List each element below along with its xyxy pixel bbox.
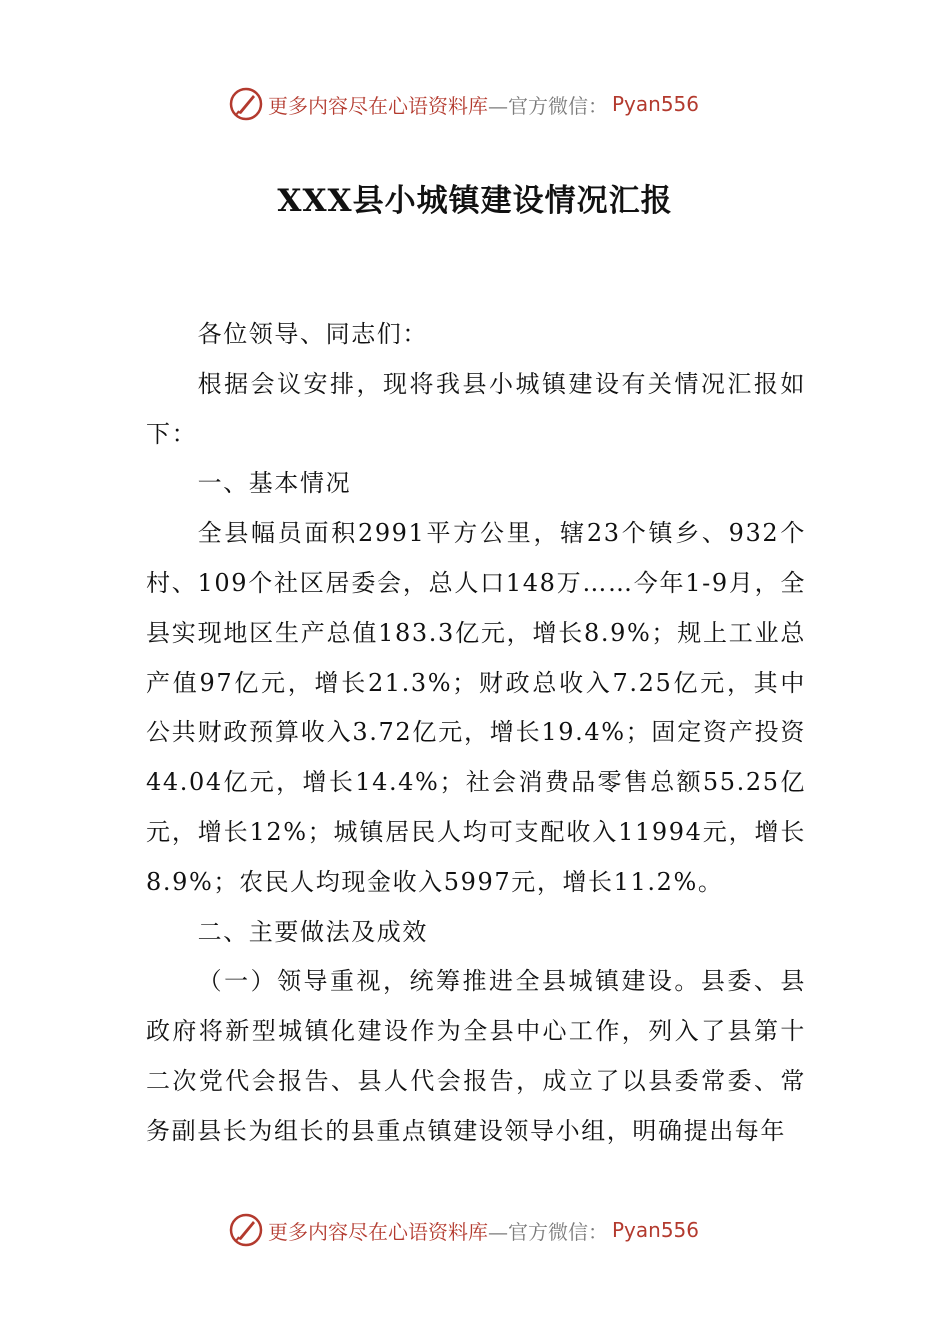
watermark-brand-text: 更多内容尽在心语资料库 xyxy=(268,93,488,118)
document-title: XXX县小城镇建设情况汇报 xyxy=(277,183,673,219)
salutation: 各位领导、同志们： xyxy=(197,320,428,348)
watermark-wechat-id: Pyan556 xyxy=(612,92,700,116)
basic-situation-paragraph: 全县幅员面积2991平方公里，辖23个镇乡、932个村、109个社区居委会，总人口148万……今年1-9月，全县实现地区生产总值183.3亿元，增长8.9%；规上工业总产值97亿元，增长21.3%；财政总收入7.25亿元，其中公共财政预算收入3.72亿元，增长19.4%；固定资产投资44.04亿元，增长14.4%；社会消费品零售总额55.25亿元，增长12%；城镇居民人均可支配收入11994元，增长8.9%；农民人均现金收入5997元，增长11.2%。 xyxy=(146,519,806,896)
watermark-wechat-label: —官方微信： xyxy=(488,93,608,118)
intro-paragraph: 根据会议安排，现将我县小城镇建设有关情况汇报如下： xyxy=(146,369,806,448)
footer-watermark xyxy=(228,1210,699,1250)
section-heading-main-practices: 二、主要做法及成效 xyxy=(197,917,428,946)
watermark-wechat-id: Pyan556 xyxy=(612,1218,700,1242)
section-heading-basic-situation: 一、基本情况 xyxy=(197,469,352,498)
watermark-brand-text: 更多内容尽在心语资料库 xyxy=(268,1219,488,1244)
document-body xyxy=(146,310,806,1157)
quill-logo-icon xyxy=(228,1212,264,1248)
watermark-wechat-label: —官方微信： xyxy=(488,1219,608,1244)
leadership-paragraph: （一）领导重视，统筹推进全县城镇建设。县委、县政府将新型城镇化建设作为全县中心工作，列入了县第十二次党代会报告、县人代会报告，成立了以县委常委、常务副县长为组长的县重点镇建设领导小组，明确提出每年 xyxy=(146,967,806,1145)
header-watermark xyxy=(228,84,699,124)
quill-logo-icon xyxy=(228,86,264,122)
